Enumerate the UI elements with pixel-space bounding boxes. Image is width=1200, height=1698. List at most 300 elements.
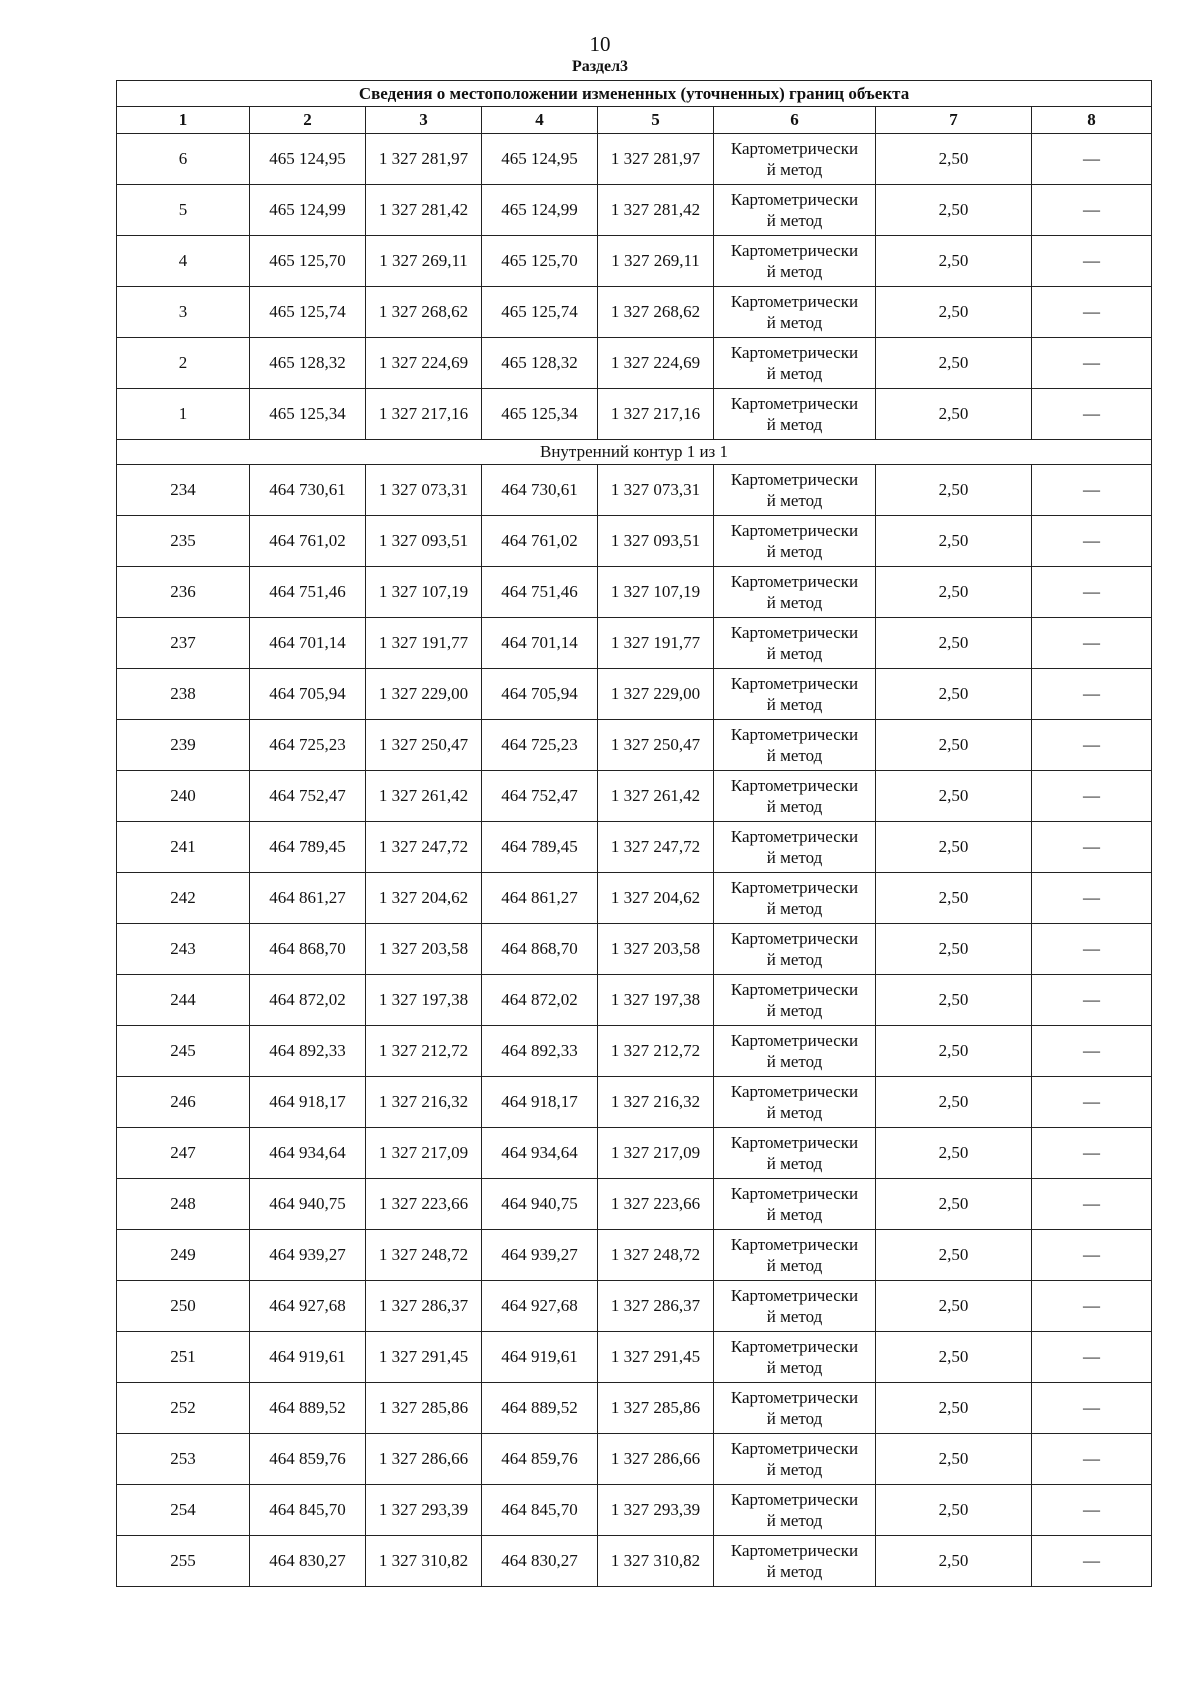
method-line: й метод (766, 1052, 823, 1071)
column-number: 4 (482, 107, 598, 134)
x-new-cell: 464 868,70 (482, 924, 598, 975)
column-number: 2 (250, 107, 366, 134)
method-cell (714, 975, 876, 1026)
y-old-cell: 1 327 291,45 (366, 1332, 482, 1383)
method-cell (714, 1434, 876, 1485)
x-old-cell: 465 124,95 (250, 134, 366, 185)
method-cell (714, 1536, 876, 1587)
method-line: й метод (766, 1103, 823, 1122)
x-old-cell: 465 125,74 (250, 287, 366, 338)
method-line: й метод (766, 211, 823, 230)
method-line: Картометрически (730, 1184, 859, 1203)
x-old-cell: 464 859,76 (250, 1434, 366, 1485)
x-old-cell: 464 845,70 (250, 1485, 366, 1536)
point-number-cell: 247 (117, 1128, 250, 1179)
x-new-cell: 465 125,74 (482, 287, 598, 338)
y-old-cell: 1 327 223,66 (366, 1179, 482, 1230)
point-number-cell: 249 (117, 1230, 250, 1281)
method-line: Картометрически (730, 1490, 859, 1509)
x-old-cell: 464 872,02 (250, 975, 366, 1026)
x-new-cell: 464 751,46 (482, 567, 598, 618)
x-old-cell: 464 889,52 (250, 1383, 366, 1434)
table-row (117, 1128, 1152, 1179)
method-cell (714, 1128, 876, 1179)
point-number-cell: 1 (117, 389, 250, 440)
y-new-cell: 1 327 224,69 (598, 338, 714, 389)
dash-cell: — (1032, 338, 1152, 389)
y-old-cell: 1 327 248,72 (366, 1230, 482, 1281)
dash-cell: — (1032, 720, 1152, 771)
accuracy-cell: 2,50 (876, 771, 1032, 822)
method-line: й метод (766, 899, 823, 918)
y-old-cell: 1 327 224,69 (366, 338, 482, 389)
method-line: й метод (766, 950, 823, 969)
x-old-cell: 465 125,34 (250, 389, 366, 440)
method-line: Картометрически (730, 1337, 859, 1356)
y-new-cell: 1 327 212,72 (598, 1026, 714, 1077)
method-line: й метод (766, 262, 823, 281)
accuracy-cell: 2,50 (876, 1485, 1032, 1536)
method-cell (714, 822, 876, 873)
method-cell (714, 1026, 876, 1077)
point-number-cell: 4 (117, 236, 250, 287)
method-line: Картометрически (730, 929, 859, 948)
x-new-cell: 465 125,34 (482, 389, 598, 440)
x-new-cell: 464 872,02 (482, 975, 598, 1026)
column-number-row (117, 107, 1152, 134)
method-line: Картометрически (730, 241, 859, 260)
table-row (117, 338, 1152, 389)
x-old-cell: 464 751,46 (250, 567, 366, 618)
accuracy-cell: 2,50 (876, 236, 1032, 287)
point-number-cell: 238 (117, 669, 250, 720)
x-new-cell: 465 124,95 (482, 134, 598, 185)
method-line: Картометрически (730, 394, 859, 413)
y-old-cell: 1 327 247,72 (366, 822, 482, 873)
method-line: й метод (766, 364, 823, 383)
method-line: й метод (766, 1256, 823, 1275)
table-row (117, 1230, 1152, 1281)
contour-label: Внутренний контур 1 из 1 (117, 440, 1152, 465)
point-number-cell: 235 (117, 516, 250, 567)
point-number-cell: 242 (117, 873, 250, 924)
y-old-cell: 1 327 197,38 (366, 975, 482, 1026)
table-row (117, 465, 1152, 516)
contour-label-row (117, 440, 1152, 465)
accuracy-cell: 2,50 (876, 1536, 1032, 1587)
y-old-cell: 1 327 286,66 (366, 1434, 482, 1485)
dash-cell: — (1032, 822, 1152, 873)
y-old-cell: 1 327 310,82 (366, 1536, 482, 1587)
point-number-cell: 253 (117, 1434, 250, 1485)
y-old-cell: 1 327 216,32 (366, 1077, 482, 1128)
y-old-cell: 1 327 268,62 (366, 287, 482, 338)
method-line: Картометрически (730, 674, 859, 693)
y-new-cell: 1 327 269,11 (598, 236, 714, 287)
method-line: Картометрически (730, 572, 859, 591)
point-number-cell: 240 (117, 771, 250, 822)
point-number-cell: 241 (117, 822, 250, 873)
table-row (117, 236, 1152, 287)
method-cell (714, 1077, 876, 1128)
y-new-cell: 1 327 293,39 (598, 1485, 714, 1536)
y-old-cell: 1 327 281,97 (366, 134, 482, 185)
dash-cell: — (1032, 287, 1152, 338)
point-number-cell: 255 (117, 1536, 250, 1587)
method-line: Картометрически (730, 878, 859, 897)
method-line: й метод (766, 1511, 823, 1530)
method-cell (714, 1230, 876, 1281)
contour-divider (117, 440, 1152, 465)
method-line: й метод (766, 1154, 823, 1173)
y-new-cell: 1 327 073,31 (598, 465, 714, 516)
point-number-cell: 237 (117, 618, 250, 669)
point-number-cell: 2 (117, 338, 250, 389)
y-old-cell: 1 327 073,31 (366, 465, 482, 516)
dash-cell: — (1032, 669, 1152, 720)
y-old-cell: 1 327 191,77 (366, 618, 482, 669)
x-old-cell: 464 730,61 (250, 465, 366, 516)
table-row (117, 669, 1152, 720)
dash-cell: — (1032, 873, 1152, 924)
x-old-cell: 464 705,94 (250, 669, 366, 720)
accuracy-cell: 2,50 (876, 1383, 1032, 1434)
accuracy-cell: 2,50 (876, 618, 1032, 669)
section-label: Раздел3 (571, 58, 629, 75)
x-old-cell: 464 919,61 (250, 1332, 366, 1383)
point-number-cell: 254 (117, 1485, 250, 1536)
y-new-cell: 1 327 286,66 (598, 1434, 714, 1485)
y-new-cell: 1 327 281,42 (598, 185, 714, 236)
accuracy-cell: 2,50 (876, 287, 1032, 338)
method-cell (714, 1332, 876, 1383)
y-new-cell: 1 327 310,82 (598, 1536, 714, 1587)
x-old-cell: 464 761,02 (250, 516, 366, 567)
method-line: й метод (766, 848, 823, 867)
dash-cell: — (1032, 1485, 1152, 1536)
x-old-cell: 464 939,27 (250, 1230, 366, 1281)
method-line: й метод (766, 313, 823, 332)
accuracy-cell: 2,50 (876, 516, 1032, 567)
table-row (117, 1077, 1152, 1128)
column-number: 7 (876, 107, 1032, 134)
x-new-cell: 464 939,27 (482, 1230, 598, 1281)
accuracy-cell: 2,50 (876, 1332, 1032, 1383)
table-row (117, 1434, 1152, 1485)
table-row (117, 389, 1152, 440)
x-new-cell: 464 892,33 (482, 1026, 598, 1077)
x-new-cell: 464 705,94 (482, 669, 598, 720)
method-line: й метод (766, 491, 823, 510)
method-cell (714, 1383, 876, 1434)
method-line: Картометрически (730, 1439, 859, 1458)
y-old-cell: 1 327 107,19 (366, 567, 482, 618)
table-title: Сведения о местоположении измененных (уточненных) границ объекта (117, 81, 1152, 107)
point-number-cell: 234 (117, 465, 250, 516)
x-old-cell: 464 940,75 (250, 1179, 366, 1230)
y-old-cell: 1 327 093,51 (366, 516, 482, 567)
point-number-cell: 245 (117, 1026, 250, 1077)
table-row (117, 1383, 1152, 1434)
outer-contour-rows (117, 134, 1152, 440)
table-row (117, 873, 1152, 924)
method-cell (714, 720, 876, 771)
dash-cell: — (1032, 1230, 1152, 1281)
y-old-cell: 1 327 203,58 (366, 924, 482, 975)
table-row (117, 1332, 1152, 1383)
method-cell (714, 924, 876, 975)
y-new-cell: 1 327 093,51 (598, 516, 714, 567)
point-number-cell: 239 (117, 720, 250, 771)
dash-cell: — (1032, 975, 1152, 1026)
method-line: й метод (766, 1460, 823, 1479)
y-new-cell: 1 327 223,66 (598, 1179, 714, 1230)
method-line: й метод (766, 797, 823, 816)
boundary-coordinates-table (116, 80, 1152, 1587)
method-line: Картометрически (730, 521, 859, 540)
column-number: 8 (1032, 107, 1152, 134)
y-new-cell: 1 327 197,38 (598, 975, 714, 1026)
y-new-cell: 1 327 248,72 (598, 1230, 714, 1281)
point-number-cell: 250 (117, 1281, 250, 1332)
dash-cell: — (1032, 1128, 1152, 1179)
x-old-cell: 464 918,17 (250, 1077, 366, 1128)
x-new-cell: 464 730,61 (482, 465, 598, 516)
method-line: Картометрически (730, 190, 859, 209)
method-cell (714, 338, 876, 389)
x-old-cell: 464 861,27 (250, 873, 366, 924)
x-old-cell: 464 868,70 (250, 924, 366, 975)
method-line: й метод (766, 1562, 823, 1581)
table-row (117, 1536, 1152, 1587)
column-number: 5 (598, 107, 714, 134)
y-old-cell: 1 327 269,11 (366, 236, 482, 287)
accuracy-cell: 2,50 (876, 134, 1032, 185)
x-new-cell: 464 934,64 (482, 1128, 598, 1179)
dash-cell: — (1032, 771, 1152, 822)
method-line: Картометрически (730, 725, 859, 744)
x-old-cell: 464 701,14 (250, 618, 366, 669)
accuracy-cell: 2,50 (876, 1230, 1032, 1281)
accuracy-cell: 2,50 (876, 1281, 1032, 1332)
accuracy-cell: 2,50 (876, 185, 1032, 236)
method-line: Картометрически (730, 1031, 859, 1050)
y-new-cell: 1 327 285,86 (598, 1383, 714, 1434)
table-row (117, 1179, 1152, 1230)
x-old-cell: 464 934,64 (250, 1128, 366, 1179)
method-cell (714, 567, 876, 618)
method-line: й метод (766, 644, 823, 663)
method-line: Картометрически (730, 1286, 859, 1305)
table-row (117, 1026, 1152, 1077)
x-new-cell: 464 830,27 (482, 1536, 598, 1587)
y-new-cell: 1 327 107,19 (598, 567, 714, 618)
x-new-cell: 464 761,02 (482, 516, 598, 567)
method-line: й метод (766, 160, 823, 179)
x-new-cell: 464 919,61 (482, 1332, 598, 1383)
y-new-cell: 1 327 203,58 (598, 924, 714, 975)
y-old-cell: 1 327 261,42 (366, 771, 482, 822)
point-number-cell: 236 (117, 567, 250, 618)
method-line: Картометрически (730, 1235, 859, 1254)
dash-cell: — (1032, 1536, 1152, 1587)
method-line: Картометрически (730, 343, 859, 362)
point-number-cell: 6 (117, 134, 250, 185)
x-old-cell: 465 124,99 (250, 185, 366, 236)
point-number-cell: 5 (117, 185, 250, 236)
method-line: Картометрически (730, 1388, 859, 1407)
x-old-cell: 464 927,68 (250, 1281, 366, 1332)
table-row (117, 771, 1152, 822)
table-row (117, 975, 1152, 1026)
accuracy-cell: 2,50 (876, 873, 1032, 924)
method-line: й метод (766, 415, 823, 434)
method-cell (714, 873, 876, 924)
method-line: й метод (766, 542, 823, 561)
y-new-cell: 1 327 281,97 (598, 134, 714, 185)
page-number: 10 (589, 32, 611, 56)
accuracy-cell: 2,50 (876, 1077, 1032, 1128)
y-old-cell: 1 327 285,86 (366, 1383, 482, 1434)
method-cell (714, 236, 876, 287)
method-cell (714, 185, 876, 236)
y-old-cell: 1 327 204,62 (366, 873, 482, 924)
method-line: Картометрически (730, 470, 859, 489)
accuracy-cell: 2,50 (876, 567, 1032, 618)
method-cell (714, 618, 876, 669)
accuracy-cell: 2,50 (876, 389, 1032, 440)
x-new-cell: 464 918,17 (482, 1077, 598, 1128)
x-old-cell: 464 892,33 (250, 1026, 366, 1077)
accuracy-cell: 2,50 (876, 465, 1032, 516)
x-old-cell: 464 789,45 (250, 822, 366, 873)
accuracy-cell: 2,50 (876, 1026, 1032, 1077)
method-line: й метод (766, 1001, 823, 1020)
y-old-cell: 1 327 217,09 (366, 1128, 482, 1179)
table-row (117, 134, 1152, 185)
y-old-cell: 1 327 281,42 (366, 185, 482, 236)
method-line: Картометрически (730, 139, 859, 158)
table-row (117, 924, 1152, 975)
method-line: й метод (766, 1205, 823, 1224)
x-new-cell: 465 125,70 (482, 236, 598, 287)
dash-cell: — (1032, 1179, 1152, 1230)
x-new-cell: 464 845,70 (482, 1485, 598, 1536)
method-cell (714, 465, 876, 516)
method-cell (714, 771, 876, 822)
dash-cell: — (1032, 185, 1152, 236)
dash-cell: — (1032, 1383, 1152, 1434)
table-row (117, 516, 1152, 567)
column-number: 3 (366, 107, 482, 134)
x-new-cell: 465 124,99 (482, 185, 598, 236)
method-cell (714, 1179, 876, 1230)
accuracy-cell: 2,50 (876, 924, 1032, 975)
dash-cell: — (1032, 1434, 1152, 1485)
y-new-cell: 1 327 286,37 (598, 1281, 714, 1332)
table-row (117, 567, 1152, 618)
method-line: й метод (766, 1307, 823, 1326)
point-number-cell: 3 (117, 287, 250, 338)
x-new-cell: 464 861,27 (482, 873, 598, 924)
method-cell (714, 1281, 876, 1332)
y-new-cell: 1 327 250,47 (598, 720, 714, 771)
dash-cell: — (1032, 134, 1152, 185)
dash-cell: — (1032, 924, 1152, 975)
method-cell (714, 669, 876, 720)
point-number-cell: 248 (117, 1179, 250, 1230)
accuracy-cell: 2,50 (876, 975, 1032, 1026)
method-cell (714, 287, 876, 338)
x-old-cell: 464 752,47 (250, 771, 366, 822)
inner-contour-rows (117, 465, 1152, 1587)
dash-cell: — (1032, 618, 1152, 669)
method-line: й метод (766, 1409, 823, 1428)
dash-cell: — (1032, 1077, 1152, 1128)
dash-cell: — (1032, 389, 1152, 440)
method-line: й метод (766, 1358, 823, 1377)
table-row (117, 185, 1152, 236)
method-line: Картометрически (730, 827, 859, 846)
point-number-cell: 252 (117, 1383, 250, 1434)
x-new-cell: 464 701,14 (482, 618, 598, 669)
point-number-cell: 243 (117, 924, 250, 975)
dash-cell: — (1032, 1026, 1152, 1077)
y-old-cell: 1 327 286,37 (366, 1281, 482, 1332)
table-row (117, 618, 1152, 669)
y-old-cell: 1 327 212,72 (366, 1026, 482, 1077)
y-new-cell: 1 327 217,16 (598, 389, 714, 440)
method-line: Картометрически (730, 1133, 859, 1152)
y-old-cell: 1 327 293,39 (366, 1485, 482, 1536)
accuracy-cell: 2,50 (876, 338, 1032, 389)
method-line: Картометрически (730, 1082, 859, 1101)
method-cell (714, 516, 876, 567)
x-new-cell: 464 889,52 (482, 1383, 598, 1434)
accuracy-cell: 2,50 (876, 1128, 1032, 1179)
y-new-cell: 1 327 217,09 (598, 1128, 714, 1179)
dash-cell: — (1032, 516, 1152, 567)
method-line: Картометрически (730, 623, 859, 642)
method-cell (714, 1485, 876, 1536)
y-new-cell: 1 327 216,32 (598, 1077, 714, 1128)
table-row (117, 1485, 1152, 1536)
y-new-cell: 1 327 247,72 (598, 822, 714, 873)
accuracy-cell: 2,50 (876, 669, 1032, 720)
method-cell (714, 134, 876, 185)
method-line: й метод (766, 593, 823, 612)
accuracy-cell: 2,50 (876, 822, 1032, 873)
y-new-cell: 1 327 261,42 (598, 771, 714, 822)
y-new-cell: 1 327 204,62 (598, 873, 714, 924)
column-number: 1 (117, 107, 250, 134)
method-line: Картометрически (730, 1541, 859, 1560)
table-row (117, 1281, 1152, 1332)
dash-cell: — (1032, 236, 1152, 287)
x-old-cell: 465 125,70 (250, 236, 366, 287)
accuracy-cell: 2,50 (876, 720, 1032, 771)
method-line: Картометрически (730, 776, 859, 795)
x-old-cell: 464 725,23 (250, 720, 366, 771)
method-line: Картометрически (730, 292, 859, 311)
method-line: й метод (766, 695, 823, 714)
table-row (117, 720, 1152, 771)
accuracy-cell: 2,50 (876, 1434, 1032, 1485)
dash-cell: — (1032, 465, 1152, 516)
x-old-cell: 464 830,27 (250, 1536, 366, 1587)
point-number-cell: 244 (117, 975, 250, 1026)
y-old-cell: 1 327 250,47 (366, 720, 482, 771)
